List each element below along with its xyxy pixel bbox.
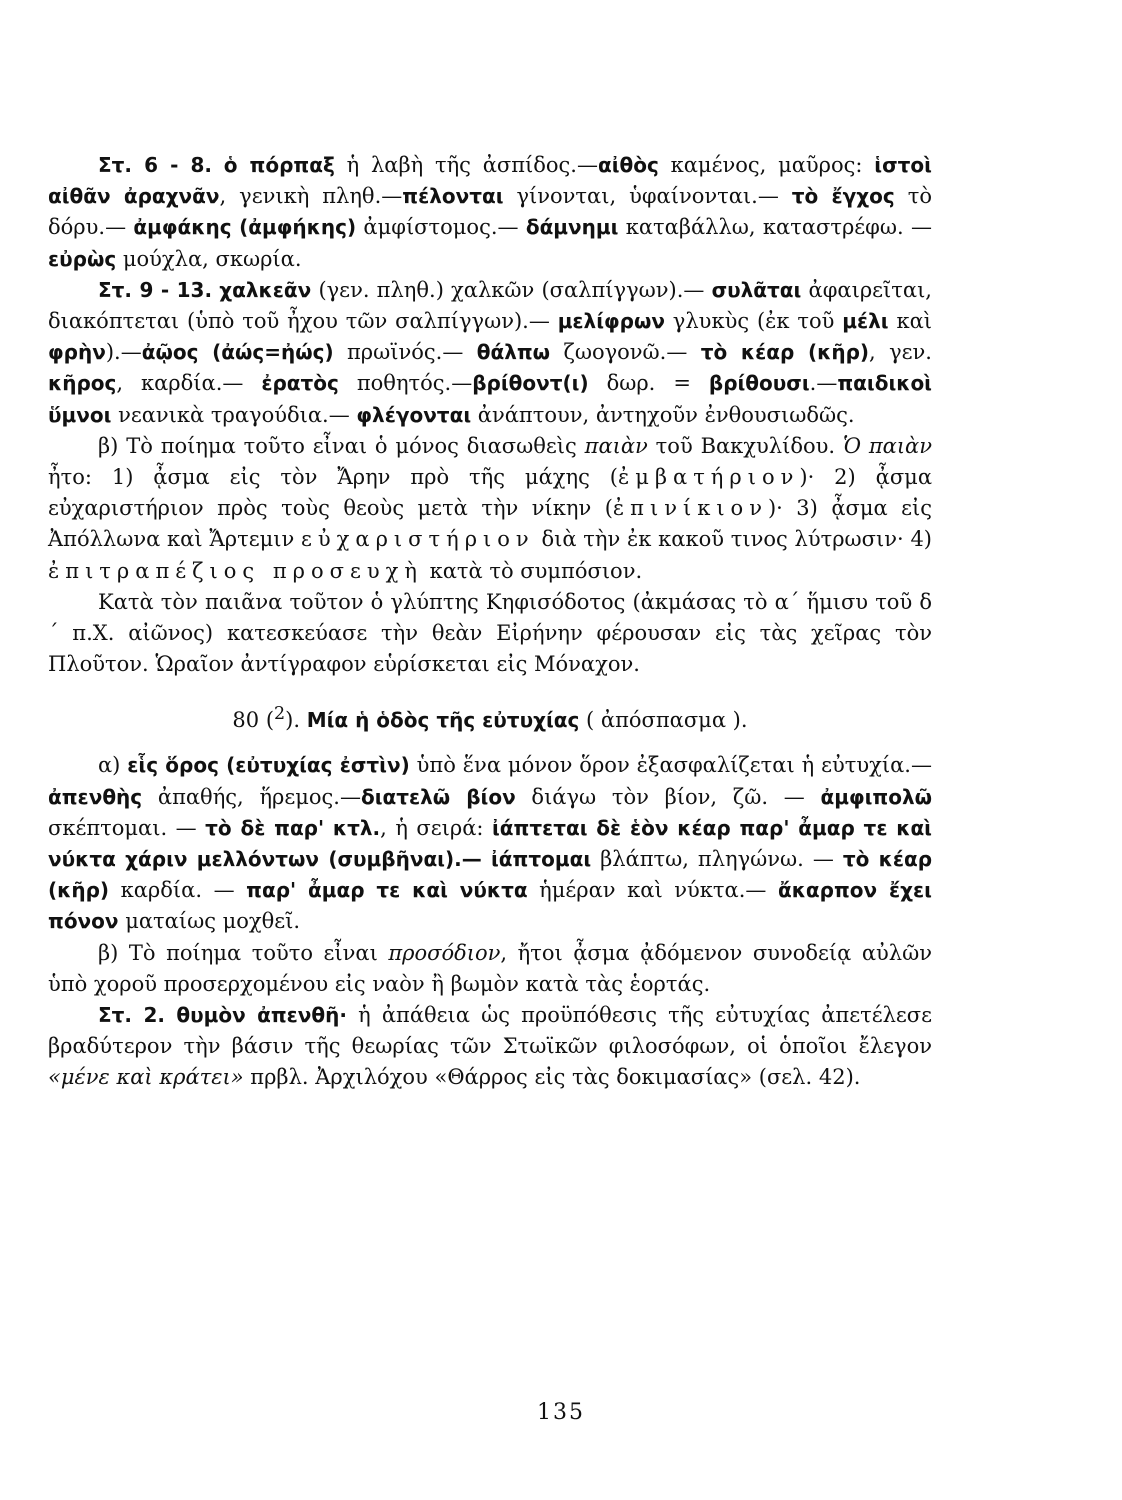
- spaced-term: ἐμβατήριον: [617, 465, 800, 490]
- lemma: ἀπενθὴς: [48, 784, 143, 809]
- gloss-text: ἀφαιρεῖται, διακόπτεται (ὑπὸ τοῦ ἦχου τῶν σαλπίγγων).—: [48, 277, 932, 334]
- section-sup: 2: [274, 704, 286, 725]
- gloss-text: διάγω τὸν βίον, ζῶ. —: [515, 784, 821, 809]
- kephisodotos-paragraph: [48, 587, 932, 681]
- italic-quote: «μένε καὶ κράτει»: [48, 1065, 244, 1090]
- body-text: β) Τὸ ποίημα τοῦτο εἶναι ὁ μόνος διασωθεὶς: [98, 433, 585, 458]
- verse-ref: Στ. 9 - 13.: [98, 277, 213, 302]
- body-text: )· 2) ᾆσμα εὐχαριστήριον πρὸς τοὺς θεοὺς μετὰ τὴν νίκην (: [48, 465, 932, 521]
- gloss-text: γίνονται, ὑφαίνονται.—: [503, 184, 792, 209]
- spaced-term: ἐπινίκιον: [612, 496, 768, 521]
- gloss-text: , ἡ σειρά:: [380, 815, 492, 840]
- gloss-paragraph-verses-9-13: [48, 275, 932, 431]
- gloss-text: γλυκὺς (ἐκ τοῦ: [664, 309, 843, 334]
- gloss-text: ἡμέραν καὶ νύκτα.—: [527, 878, 778, 903]
- gloss-text: πρβλ. Ἀρχιλόχου «Θάρρος εἰς τὰς δοκιμασίας» (σελ. 42).: [243, 1065, 861, 1090]
- gloss-text: πρωϊνός.—: [333, 340, 477, 365]
- lemma: τὸ ἔγχος: [791, 184, 895, 209]
- section-subtitle: ( ἀπόσπασμα ).: [579, 708, 748, 733]
- gloss-text: σκέπτομαι. —: [48, 815, 206, 840]
- body-text: τοῦ Βακχυλίδου.: [647, 433, 843, 458]
- gloss-text: μούχλα, σκωρία.: [116, 246, 302, 271]
- gloss-text: (γεν. πληθ.) χαλκῶν (σαλπίγγων).—: [311, 277, 712, 302]
- page-number: 135: [537, 1400, 585, 1425]
- gloss-text: ἀμφίστομος.—: [356, 215, 526, 240]
- gloss-text: ἀνάπτουν, ἀντηχοῦν ἐνθουσιωδῶς.: [471, 402, 855, 427]
- lemma: παρ' ἆμαρ τε καὶ νύκτα: [246, 878, 528, 903]
- gloss-text: ).—: [105, 340, 142, 365]
- gloss-paragraph-verse-2: [48, 1000, 932, 1094]
- lemma: ἀμφιπολῶ: [820, 784, 932, 809]
- lemma: διατελῶ βίον: [360, 784, 516, 809]
- lemma: πέλονται: [402, 184, 504, 209]
- prosodion-paragraph: [48, 938, 932, 1000]
- lemma: δάμνημι: [525, 215, 619, 240]
- text-span: [212, 153, 224, 177]
- lemma: ἱστοὶ αἰθᾶν ἀραχνᾶν: [48, 153, 932, 209]
- body-text: β) Τὸ ποίημα τοῦτο εἶναι: [98, 940, 389, 965]
- lemma: ἀῷος (ἀώς=ἠώς): [141, 340, 334, 365]
- gloss-text: καὶ: [888, 309, 932, 334]
- gloss-text: , καρδία.—: [116, 371, 262, 396]
- spaced-term: εὐχαριστήριον: [301, 527, 535, 552]
- lemma: ἐρατὸς: [261, 371, 339, 396]
- body-text: Κατὰ τὸν παιᾶνα τοῦτον ὁ γλύπτης Κηφισόδοτος (ἀκμάσας τὸ α´ ἥμισυ τοῦ δ´ π.Χ. αἰῶνος) κατεσκεύασε τὴν θεὰν Εἰρήνην φέρουσαν εἰς τὰς χεῖρας τὸν Πλοῦτον. Ὡραῖον ἀντίγραφον εὑρίσκεται εἰς Μόναχον.: [48, 589, 932, 677]
- lemma: μελίφρων: [557, 309, 665, 334]
- gloss-text: ποθητός.—: [338, 371, 473, 396]
- gloss-text: καμένος, μαῦρος:: [658, 153, 875, 177]
- gloss-text: .—: [809, 371, 838, 396]
- lemma: συλᾶται: [711, 277, 802, 302]
- body-text: , ἤτοι ᾆσμα ᾀδόμενον συνοδείᾳ αὐλῶν ὑπὸ χοροῦ προσερχομένου εἰς ναὸν ἢ βωμὸν κατὰ τὰς ἑορτάς.: [48, 940, 932, 996]
- gloss-text: καταβάλλω, καταστρέφω. —: [618, 215, 932, 240]
- italic-term: προσόδιον: [388, 940, 501, 965]
- spaced-term: ἐπιτραπέζιος προσευχὴ: [48, 558, 423, 583]
- lemma: ἄκαρπον ἔχει πόνον: [48, 878, 932, 934]
- lemma: φλέγονται: [356, 402, 472, 427]
- gloss-text: βλάπτω, πληγώνω. —: [591, 847, 843, 872]
- lemma: ὁ πόρπαξ: [223, 153, 335, 177]
- gloss-text: ματαίως μοχθεῖ.: [118, 909, 301, 934]
- lemma: τὸ κέαρ (κῆρ): [48, 847, 933, 903]
- gloss-text: , γεν.: [869, 340, 932, 365]
- lemma: μέλι: [842, 309, 889, 334]
- section-heading: [48, 704, 932, 732]
- body-text: διὰ τὴν ἐκ κακοῦ τινος λύτρωσιν· 4): [534, 527, 933, 552]
- gloss-text: νεανικὰ τραγούδια.—: [111, 402, 357, 427]
- lemma: εἷς ὅρος (εὐτυχίας ἐστὶν): [127, 753, 410, 778]
- body-text: ἦτο: 1) ᾆσμα εἰς τὸν Ἄρην πρὸ τῆς μάχης (: [48, 465, 618, 490]
- gloss-text: δωρ. =: [588, 371, 709, 396]
- lemma: παιδικοὶ ὕμνοι: [48, 371, 932, 427]
- lemma: κῆρος: [48, 371, 117, 396]
- gloss-text: τὸ δόρυ.—: [48, 184, 932, 240]
- lemma: θάλπω: [476, 340, 551, 365]
- lemma: ἀμφάκης (ἀμφήκης): [133, 215, 357, 240]
- gloss-text: ἀπαθής, ἥρεμος.—: [142, 784, 361, 809]
- lemma: ἰάπτεται δὲ ἑὸν κέαρ παρ' ἆμαρ τε καὶ νύκτα χάριν μελλόντων (συμβῆναι).—: [48, 815, 932, 872]
- gloss-text: ὑπὸ ἕνα μόνον ὅρον ἐξασφαλίζεται ἡ εὐτυχία.—: [409, 753, 932, 778]
- body-text: κατὰ τὸ συμπόσιον.: [422, 558, 643, 583]
- gloss-paragraph-verses-6-8: [48, 150, 932, 275]
- section-title: Μία ἡ ὁδὸς τῆς εὐτυχίας: [306, 708, 580, 733]
- lemma: ἰάπτομαι: [491, 847, 592, 872]
- italic-term: Ὁ παιὰν: [842, 433, 933, 458]
- gloss-text: α): [98, 753, 128, 778]
- lemma: φρὴν: [48, 340, 106, 365]
- gloss-text: ἡ ἀπάθεια ὡς προϋπόθεσις τῆς εὐτυχίας ἀπετέλεσε βραδύτερον τὴν βάσιν τῆς θεωρίας τῶν Στωϊκῶν φιλοσόφων, οἱ ὁποῖοι ἔλεγον: [48, 1003, 932, 1059]
- section-number: 80 (: [232, 708, 275, 733]
- gloss-text: ζωογονῶ.—: [550, 340, 701, 365]
- lemma: ·: [339, 1003, 348, 1028]
- lemma: βρίθοντ(ι): [472, 371, 589, 396]
- lemma: αἰθὸς: [597, 153, 659, 177]
- gloss-text: ἡ λαβὴ τῆς ἀσπίδος.—: [334, 153, 598, 177]
- gloss-text: , γενικὴ πληθ.—: [219, 184, 403, 209]
- body-text: )· 3) ᾆσμα εἰς Ἀπόλλωνα καὶ Ἄρτεμιν: [48, 496, 932, 552]
- lemma: χαλκεᾶν: [219, 277, 312, 302]
- lemma: βρίθουσι: [708, 371, 810, 396]
- verse-ref: Στ. 6 - 8.: [98, 153, 212, 177]
- paean-paragraph: [48, 431, 932, 587]
- verse-ref: Στ. 2. θυμὸν ἀπενθῆ: [98, 1003, 340, 1028]
- lemma: εὐρὼς: [48, 246, 117, 271]
- lemma: τὸ κέαρ (κῆρ): [700, 340, 870, 365]
- lemma: τὸ δὲ παρ' κτλ.: [205, 815, 381, 840]
- italic-term: παιὰν: [584, 433, 648, 458]
- gloss-paragraph-fragment: [48, 750, 932, 937]
- section-close: ).: [285, 708, 307, 733]
- gloss-text: καρδία. —: [109, 878, 247, 903]
